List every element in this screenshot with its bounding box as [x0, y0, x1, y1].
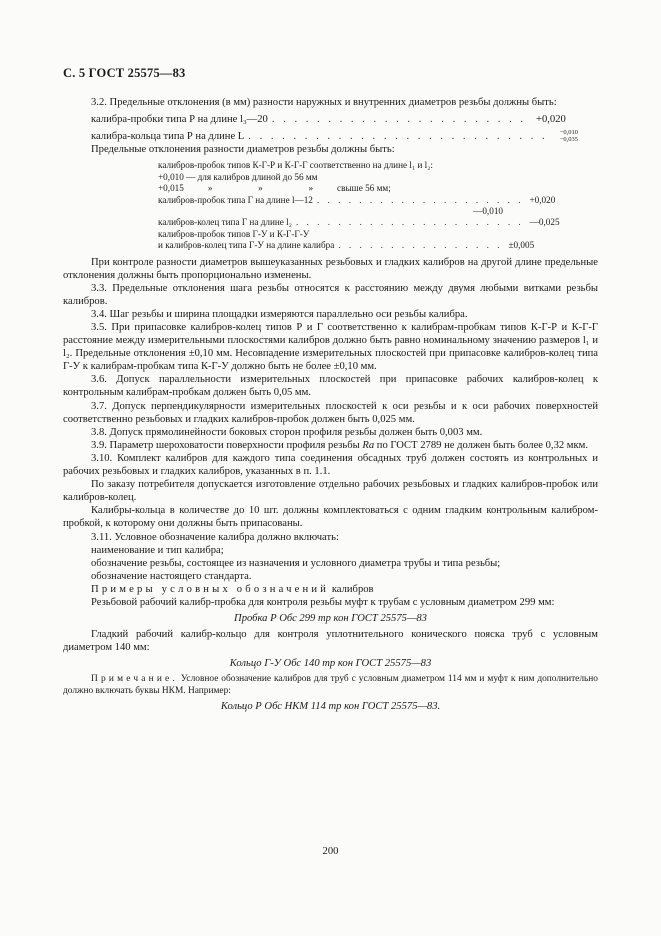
- list-item: наименование и тип калибра;: [91, 544, 224, 556]
- paragraph-3-3: 3.3. Предельные отклонения шага резьбы относятся к расстоянию между двумя любыми витками резьбы калибров.: [63, 282, 598, 307]
- small-line-7: и калибров-колец типа Г-У на длине калибра . . . . . . . . . . . . . . . . ±0,005: [158, 240, 535, 251]
- note: Примечание. Условное обозначение калибров для труб с условным диаметром 114 мм и муфт к ним дополнительно должно включать буквы НКМ. Например:: [63, 674, 598, 697]
- list-item: обозначение настоящего стандарта.: [91, 570, 252, 582]
- paragraph-3-11: 3.11. Условное обозначение калибра должно включать:: [91, 531, 339, 543]
- small-line-1: калибров-пробок типов К-Г-Р и К-Г-Г соответственно на длине l₁ и l₂:: [158, 160, 433, 171]
- paragraph-3-8: 3.8. Допуск прямолинейности боковых сторон профиля резьбы должен быть 0,003 мм.: [91, 426, 483, 438]
- dot-leader: . . . . . . . . . . . . . . . . . . . . . . .: [271, 114, 527, 126]
- document-body: [63, 96, 598, 717]
- small-line-5: калибров-колец типа Г на длине l₂ . . . . . . . . . . . . . . . . . . . . . . —0,025: [158, 217, 560, 228]
- diameter-diff-list: [158, 160, 560, 251]
- paragraph-3-10: 3.10. Комплект калибров для каждого типа соединения обсадных труб должен состоять из контрольных и рабочих резьбовых и гладких калибров, указанных в п. 1.1.: [63, 452, 598, 478]
- small-line-2: +0,010 — для калибров длиной до 56 мм: [158, 171, 318, 182]
- paragraph-rings: Калибры-кольца в количестве до 10 шт. должны комплектоваться с одним гладким контрольным калибром-пробкой, к которому они должны быть припасованы.: [63, 505, 598, 530]
- page-header: С. 5 ГОСТ 25575—83: [63, 66, 186, 80]
- paragraph-order: По заказу потребителя допускается изготовление отдельно рабочих резьбовых и гладких калибров-пробок или калибров-колец.: [63, 479, 598, 504]
- paragraph-3-5: 3.5. При припасовке калибров-колец типов Р и Г соответственно к калибрам-пробкам типов К-Г-Р и К-Г-Г расстояние между измерительными плоскостями калибров должно быть равно номинальному значению размеров l₁ и l₂. Предельные отклонения ±0,10 мм. Несовпадение измерительных плоскостей при припасовке калибров-колец типа Г-У к калибрам-пробкам типа К-Г-У должно быть не более ±0,10 мм.: [63, 322, 598, 373]
- ring-tol-upper: −0,010: [559, 129, 578, 137]
- example-1-code: Пробка Р Обс 299 тр кон ГОСТ 25575—83: [234, 613, 427, 625]
- list-item: обозначение резьбы, состоящее из назначения и условного диаметра трубы и типа резьбы;: [91, 557, 501, 569]
- ring-tolerance-value: [548, 129, 616, 143]
- small-line-3: +0,015 » » » свыше 56 мм;: [158, 183, 391, 194]
- small-line-4b: —0,010: [473, 205, 503, 216]
- plug-tolerance-value: +0,020: [536, 114, 566, 126]
- small-line-6: калибров-пробок типов Г-У и К-Г-Г-У: [158, 228, 310, 239]
- example-1-text: Резьбовой рабочий калибр-пробка для контроля резьбы муфт к трубам с условным диаметром 299 мм:: [91, 596, 555, 608]
- pitch-diff-intro: Предельные отклонения разности диаметров резьбы должны быть:: [91, 144, 395, 156]
- example-2-text: Гладкий рабочий калибр-кольцо для контроля уплотнительного конического пояска труб с условным диаметром 140 мм:: [63, 629, 598, 654]
- ring-tol-lower: −0,035: [559, 136, 578, 144]
- note-code: Кольцо Р Обс НКМ 114 тр кон ГОСТ 25575—83.: [220, 701, 441, 713]
- dot-leader: . . . . . . . . . . . . . . . . . . . . . . . . . . .: [248, 130, 548, 142]
- paragraph-control: При контроле разности диаметров вышеуказанных резьбовых и гладких калибров на другой длине предельные отклонения должны быть пропорционально изменены.: [63, 256, 598, 281]
- paragraph-3-9: 3.9. Параметр шероховатости поверхности профиля резьбы Ra по ГОСТ 2789 не должен быть более 0,32 мкм.: [91, 439, 589, 451]
- ring-tolerance-label: калибра-кольца типа Р на длине L: [91, 130, 245, 142]
- paragraph-3-7: 3.7. Допуск перпендикулярности измерительных плоскостей к оси резьбы и к оси рабочих поверхностей соответственно резьбовых и гладких калибров-пробок должен быть 0,025 мм.: [63, 400, 598, 425]
- ring-tolerance-row: [91, 129, 598, 143]
- plug-tolerance-row: [91, 113, 598, 126]
- small-line-4: калибров-пробок типа Г на длине l—12 . . . . . . . . . . . . . . . . . . . . +0,020: [158, 194, 556, 205]
- plug-tolerance-label: калибра-пробки типа Р на длине l₃—20: [91, 114, 268, 126]
- page-number: 200: [322, 846, 339, 857]
- paragraph-3-4: 3.4. Шаг резьбы и ширина площадки измеряются параллельно оси резьбы калибра.: [91, 308, 468, 320]
- example-2-code: Кольцо Г-У Обс 140 тр кон ГОСТ 25575—83: [229, 658, 432, 670]
- section-3-2-intro: 3.2. Предельные отклонения (в мм) разности наружных и внутренних диаметров резьбы должны быть:: [91, 97, 557, 108]
- examples-heading: Примеры условных обозначений калибров: [91, 583, 374, 595]
- paragraph-3-6: 3.6. Допуск параллельности измерительных плоскостей при припасовке рабочих калибров-колец к контрольным калибрам-пробкам должен быть 0,05 мм.: [63, 374, 598, 399]
